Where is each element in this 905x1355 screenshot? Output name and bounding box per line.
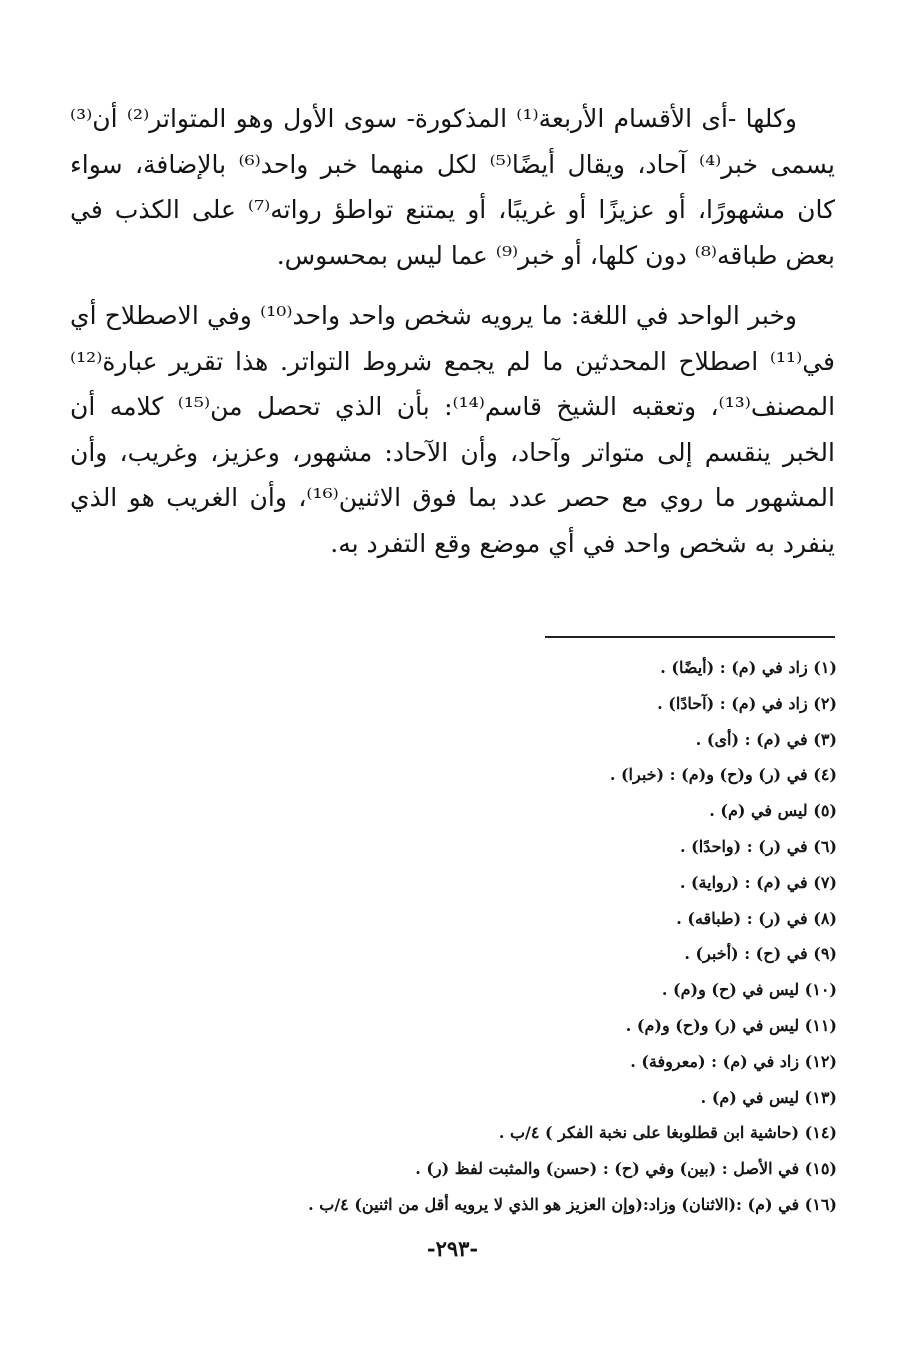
footnotes-list — [57, 650, 837, 1223]
footnote-item: (٢) زاد في (م) : (آحادًا) . — [657, 693, 837, 713]
footnote-item: (٨) في (ر) : (طباقه) . — [676, 908, 837, 928]
footnote-item: (١٢) زاد في (م) : (معروفة) . — [630, 1051, 837, 1071]
footnote-divider — [545, 636, 835, 638]
footnote-item: (١) زاد في (م) : (أيضًا) . — [660, 658, 837, 677]
footnote-item: (٣) في (م) : (أى) . — [695, 729, 837, 749]
footnote-item: (١٣) ليس في (م) . — [700, 1087, 837, 1107]
footnote-item: (١١) ليس في (ر) و(ح) و(م) . — [625, 1015, 837, 1035]
footnote-item: (١٦) في (م) :(الاثنان) وزاد:(وإن العزيز هو الذي لا يرويه أقل من اثنين) ٤/ب . — [308, 1194, 837, 1214]
footnote-item: (١٥) في الأصل : (بين) وفي (ح) : (حسن) والمثبت لفظ (ر) . — [415, 1159, 837, 1179]
footnote-item: (٥) ليس في (م) . — [709, 801, 837, 821]
footnote-item: (٤) في (ر) و(ح) و(م) : (خبرا) . — [609, 765, 837, 785]
footnote-item: (٧) في (م) : (رواية) . — [679, 872, 837, 892]
main-text — [70, 96, 835, 566]
paragraph-1: وكلها -أى الأقسام الأربعة⁽¹⁾ المذكورة- سوى الأول وهو المتواتر⁽²⁾ أن⁽³⁾ يسمى خبر⁽⁴⁾ آحاد، ويقال أيضًا⁽⁵⁾ لكل منهما خبر واحد⁽⁶⁾ بالإضافة، سواء كان مشهورًا، أو عزيزًا أو غريبًا، أو يمتنع تواطؤ رواته⁽⁷⁾ على الكذب في بعض طباقه⁽⁸⁾ دون كلها، أو خبر⁽⁹⁾ عما ليس بمحسوس. — [70, 104, 836, 270]
footnote-item: (١٠) ليس في (ح) و(م) . — [661, 980, 837, 1000]
footnote-item: (١٤) (حاشية ابن قطلوبغا على نخبة الفكر ) ٤/ب . — [498, 1123, 837, 1143]
paragraph-2: وخبر الواحد في اللغة: ما يرويه شخص واحد واحد⁽¹⁰⁾ وفي الاصطلاح أي في⁽¹¹⁾ اصطلاح المحدثين ما لم يجمع شروط التواتر. هذا تقرير عبارة⁽¹²⁾ المصنف⁽¹³⁾، وتعقبه الشيخ قاسم⁽¹⁴⁾: بأن الذي تحصل من⁽¹⁵⁾ كلامه أن الخبر ينقسم إلى متواتر وآحاد، وأن الآحاد: مشهور، وعزيز، وغريب، وأن المشهور ما روي مع حصر عدد بما فوق الاثنين⁽¹⁶⁾، وأن الغريب هو الذي ينفرد به شخص واحد في أي موضع وقع التفرد به. — [70, 301, 836, 558]
page-number: -٢٩٣- — [426, 1236, 479, 1261]
footnote-item: (٩) في (ح) : (أخبر) . — [684, 944, 837, 964]
footnote-item: (٦) في (ر) : (واحدًا) . — [680, 836, 837, 856]
